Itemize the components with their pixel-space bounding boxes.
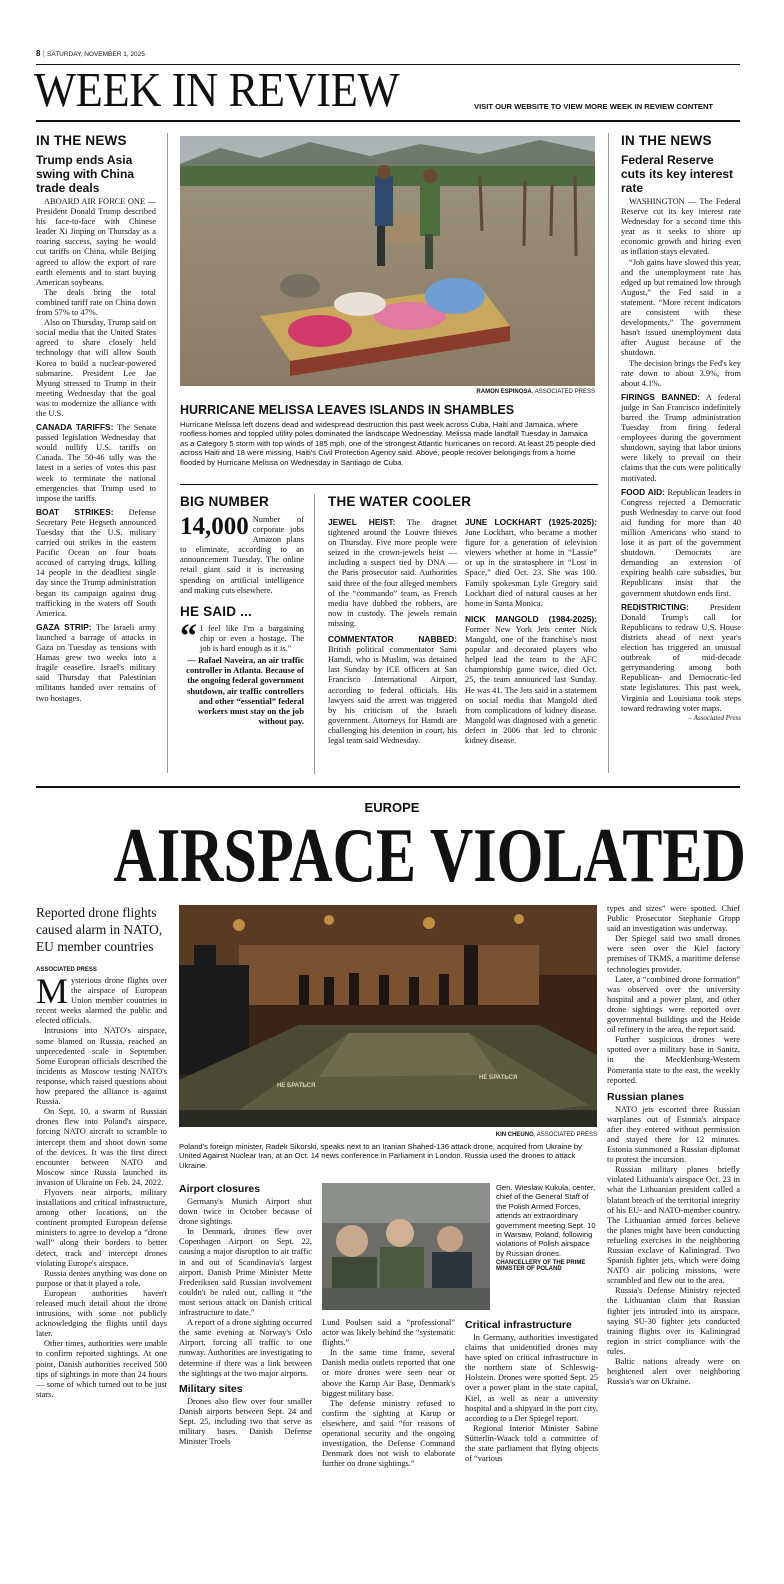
right-news-column bbox=[621, 133, 741, 722]
item-text: The Israeli army launched a barrage of attacks in Gaza on Tuesday as tensions with Hamas grew two weeks into a fragile ceasefire. Israel's military said Thursday that Palestinian militants handed over remains of two hostages. bbox=[36, 622, 156, 703]
paragraph: The decision brings the Fed's key rate down to about 3.9%, from about 4.1%. bbox=[621, 358, 741, 388]
right-news-kicker: IN THE NEWS bbox=[621, 133, 712, 148]
paragraph: WASHINGTON — The Federal Reserve cut its key interest rate Wednesday for a second time this year as it seeks to shore up economic growth and hiring even as inflation stays elevated. bbox=[621, 197, 741, 257]
item-lead: REDISTRICTING: bbox=[621, 601, 689, 612]
item-lead: CANADA TARIFFS: bbox=[36, 422, 114, 433]
item-text: The dragnet tightened around the Louvre thieves on Thursday. Five more people were seized in the crown-jewels heist — including a suspect tied by DNA — the Paris prosecutor said. Authorities said three of the four alleged members of the “commando” team, as French media have dubbed the robbers, are now in custody. The jewels remain missing. bbox=[328, 518, 457, 628]
paragraph: Russia denies anything was done on purpose or that it played a role. bbox=[36, 1268, 167, 1288]
paragraph: Also on Thursday, Trump said on social media that the United States agreed to share closely held technology that will allow South Korea to build a nuclear-powered submarine. President Lee Jae Myung stressed to Trump in their meeting Wednesday that the goal was to modernize the alliance with the U.S. bbox=[36, 318, 156, 418]
feature-col5-body bbox=[607, 904, 740, 1086]
quote-mark-icon: “ bbox=[180, 617, 197, 655]
item-lead: FIRINGS BANNED: bbox=[621, 391, 701, 402]
photographer-name: KIN CHEUNG bbox=[495, 1132, 534, 1138]
cooler-item bbox=[465, 614, 597, 746]
item-text: The Senate passed legislation Wednesday that would nullify U.S. tariffs on Canada. The 50-46 tally was the latest in a series of votes this past week to terminate the national emergencies that Trump used to impose the tariffs. bbox=[36, 423, 156, 503]
page-number: 8 bbox=[36, 49, 41, 58]
water-cooler-col2 bbox=[465, 517, 597, 746]
he-said-title: HE SAID ... bbox=[180, 603, 252, 619]
item-text: Defense Secretary Pete Hegseth announced Tuesday that the U.S. military carried out strikes in the eastern Pacific Ocean on four boats accused of carrying drugs, killing 14 people in the deadliest single day since the Trump administration began its campaign against drug trafficking in the waters off South America. bbox=[36, 507, 156, 618]
paragraph: ysterious drone flights over the airspace of European Union member countries in recent weeks alarmed the public and elected officials. bbox=[36, 976, 167, 1026]
critical-infrastructure-body bbox=[465, 1333, 598, 1464]
feature-section-label: EUROPE bbox=[364, 800, 420, 815]
paragraph: On Sept. 10, a swarm of Russian drones flew into Poland's airspace, forcing NATO aircraft to scramble to intercept them and shoot down some of the devices. It was the first direct encounter between NATO and Moscow since Russia launched its invasion of Ukraine on Feb. 24, 2022. bbox=[36, 1107, 167, 1187]
drone-photo bbox=[179, 905, 597, 1127]
item-text: A federal judge in San Francisco indefinitely barred the Trump administration Tuesday from firing federal employees during the government shutdown, saying that labor unions were likely to prevail on their claims that the cuts were politically motivated. bbox=[621, 392, 741, 483]
drone-photo-caption: Poland's foreign minister, Radek Sikorski, speaks next to an Iranian Shahed-136 attack drone, acquired from Ukraine by United Against Nuclear Iran, at an Oct. 14 news conference in Parliament in London. Russia used the drones to attack Ukraine. bbox=[179, 1142, 582, 1170]
paragraph: Baltic nations already were on heightened alert over neighboring Russia's war on Ukraine. bbox=[607, 1357, 740, 1387]
poland-photo bbox=[322, 1183, 490, 1310]
big-number-value: 14,000 bbox=[180, 513, 249, 540]
masthead-tagline: VISIT OUR WEBSITE TO VIEW MORE WEEK IN REVIEW CONTENT bbox=[474, 102, 714, 111]
feature-col3 bbox=[322, 1318, 455, 1469]
paragraph: Further suspicious drones were spotted over a military base in Sanitz, in the Mecklenburg-Western Pomerania state to the east, the weekly reported. bbox=[607, 1035, 740, 1085]
russian-planes-heading: Russian planes bbox=[607, 1090, 685, 1103]
paragraph: “Job gains have slowed this year, and the unemployment rate has edged up but remained low through August,” the Fed said in a statement. “More recent indicators are consistent with these developments.” The government hasn't issued unemployment data after August because of the shutdown. bbox=[621, 257, 741, 358]
paragraph: Drones also flew over four smaller Danish airports between Sept. 24 and Sept. 25, including two that serve as military bases. Danish Defense Minister Troels bbox=[179, 1396, 312, 1447]
paragraph: Other times, authorities were unable to confirm reported sightings. At one point, Danish authorities received 500 tips of sightings in more than 24 hours — some of which turned out to be just stars. bbox=[36, 1339, 167, 1399]
item-lead: JEWEL HEIST: bbox=[328, 517, 396, 527]
water-cooler-col1 bbox=[328, 517, 457, 746]
column-divider bbox=[167, 133, 168, 773]
paragraph: types and sizes” were spotted. Chief Public Prosecutor Stephanie Gropp said an investigation was underway. bbox=[607, 904, 740, 934]
paragraph: Lund Poulsen said a “professional” actor was likely behind the “systematic flights.” bbox=[322, 1318, 455, 1348]
hurricane-headline: HURRICANE MELISSA LEAVES ISLANDS IN SHAMBLES bbox=[180, 403, 515, 417]
paragraph: The defense ministry refused to confirm the sighting at Karup or elsewhere, and said “for reasons of operational security and the ongoing investigation, the Defense Command Denmark does not wish to elaborate further on drone sightings.” bbox=[322, 1398, 455, 1469]
paragraph: Russian military planes briefly violated Lithuania's airspace Oct. 23 in what the Lithuanian president called a blatant breach of the territorial integrity of his EU- and NATO-member country. The Lithuanian armed forces believe the planes might have been conducting refueling exercises in the neighboring Russian exclave of Kaliningrad. Two Spanish fighter jets, which were doing NATO air policing missions, were scrambled and flew out to the area. bbox=[607, 1165, 740, 1286]
item-lead: NICK MANGOLD (1984-2025): bbox=[465, 613, 597, 624]
drop-cap: M bbox=[36, 971, 69, 1011]
flood-scene-illustration bbox=[180, 136, 595, 386]
he-said-quote: I feel like I'm a bargaining chip or even a hostage. The job is hard enough as it is." bbox=[200, 623, 304, 653]
paragraph: Intrusions into NATO's airspace, some blamed on Russia, reached an unprecedented scale in September. Some European officials described the incidents as Moscow testing NATO's response, which raised questions about how prepared the alliance is against Russia. bbox=[36, 1026, 167, 1107]
left-news-body bbox=[36, 197, 156, 704]
feature-top-rule bbox=[36, 786, 740, 788]
folio-date: SATURDAY, NOVEMBER 1, 2025 bbox=[47, 51, 145, 58]
section-rule bbox=[180, 484, 598, 485]
paragraph: Germany's Munich Airport shut down twice in October because of drone sightings. bbox=[179, 1197, 312, 1227]
news-item bbox=[36, 622, 156, 704]
cooler-item bbox=[465, 517, 597, 609]
critical-infrastructure-heading: Critical infrastructure bbox=[465, 1319, 572, 1331]
he-said-body bbox=[180, 617, 304, 655]
russian-planes-body bbox=[607, 1105, 740, 1388]
feature-col2 bbox=[179, 1180, 312, 1447]
hurricane-photo bbox=[180, 136, 595, 386]
feature-col5 bbox=[607, 904, 740, 1387]
masthead-title: WEEK IN REVIEW bbox=[34, 62, 400, 117]
item-text: President Donald Trump's call for Republicans to redraw U.S. House districts ahead of next year's election has triggered an unusual outbreak of mid-decade gerrymandering among both Republican- and Democratic-led state legislatures. This past week, Virginia and Louisiana took steps toward redrawing voter maps. bbox=[621, 602, 741, 713]
right-news-body bbox=[621, 197, 741, 714]
paragraph: In the same time frame, several Danish media outlets reported that one or more drones were seen near or above the Karup Air Base, Denmark's biggest military base. bbox=[322, 1348, 455, 1398]
polish-meeting-illustration bbox=[322, 1183, 490, 1310]
airport-closures-heading: Airport closures bbox=[179, 1183, 261, 1195]
folio: 8 | SATURDAY, NOVEMBER 1, 2025 bbox=[36, 49, 145, 58]
poland-photo-credit: CHANCELLERY OF THE PRIME MINISTER OF POLAND bbox=[496, 1260, 586, 1273]
poland-photo-caption: Gen. Wieslaw Kukula, center, chief of the General Staff of the Polish Armed Forces, attends an extraordinary government meeting Sept. 10 in Warsaw, Poland, following violations of Polish airspace by Russian drones. bbox=[496, 1183, 596, 1258]
masthead-bottom-rule bbox=[36, 120, 740, 122]
item-lead: COMMENTATOR NABBED: bbox=[328, 634, 457, 645]
column-divider bbox=[314, 494, 315, 774]
paragraph: Later, a “combined drone formation” was observed over the university hospital and a power plant, and other drone sightings were reported over governmental buildings and the Heide oil refinery in the area, the report said. bbox=[607, 974, 740, 1035]
lead-paragraph bbox=[36, 971, 167, 1026]
paragraph: In Denmark, drones flew over Copenhagen Airport on Sept. 22, causing a major disruption to air traffic in and out of Scandinavia's largest airport. Danish Prime Minister Mette Frederiksen said Russian involvement couldn't be ruled out, calling it “the most serious attack on Danish critical infrastructure to date.” bbox=[179, 1227, 312, 1318]
feature-deck: Reported drone flights caused alarm in NATO, EU member countries bbox=[36, 905, 163, 954]
photographer-name: RAMON ESPINOSA bbox=[476, 389, 532, 395]
left-news-headline: Trump ends Asia swing with China trade deals bbox=[36, 153, 134, 195]
airport-closures-body bbox=[179, 1197, 312, 1379]
item-lead: FOOD AID: bbox=[621, 486, 665, 497]
paragraph: In Germany, authorities investigated claims that unidentified drones may have spied on critical infrastructure in the northern state of Schleswig-Holstein. Drones were spotted Sept. 25 over a power plant in the state capital, Kiel, as well as near a university hospital and a shipyard in the port city, according to a Der Spiegel report. bbox=[465, 1333, 598, 1423]
feature-headline: AIRSPACE VIOLATED bbox=[113, 812, 746, 898]
military-sites-heading: Military sites bbox=[179, 1382, 243, 1395]
hurricane-photo-credit bbox=[180, 389, 595, 395]
water-cooler-title: THE WATER COOLER bbox=[328, 494, 472, 509]
right-news-headline: Federal Reserve cuts its key interest rate bbox=[621, 153, 734, 195]
paragraph: A report of a drone sighting occurred the same evening at Norway's Oslo Airport, forcing all traffic to one runway. Authorities are investigating to determine if there was a link between the sightings at the two major airports. bbox=[179, 1318, 312, 1378]
column-divider bbox=[608, 133, 609, 773]
big-number-body bbox=[180, 515, 304, 596]
hurricane-caption: Hurricane Melissa left dozens dead and widespread destruction this past week across Cuba, Haiti and Jamaica, where roofless homes and toppled utility poles dominated the landscape Wednesday. Melissa made landfall Tuesday in Jamaica as a Category 5 storm with top winds of 185 mph, one of the strongest Atlantic hurricanes on record. At least 25 people died across Haiti and 18 were missing, Haiti's Civil Protection Agency said. Above, people recover belongings from a home flooded by Hurricane Melissa on Wednesday in Santiago de Cuba. bbox=[180, 420, 596, 467]
feature-col4 bbox=[465, 1316, 598, 1464]
item-lead: GAZA STRIP: bbox=[36, 621, 92, 632]
paragraph: ABOARD AIR FORCE ONE — President Donald Trump described his face-to-face with Chinese leader Xi Jinping on Thursday as a roaring success, saying he would cut tariffs on China, while Beijing agreed to allow the export of rare earth elements and to start buying American soybeans. bbox=[36, 197, 156, 287]
item-text: Republican leaders in Congress rejected a Democratic push Wednesday to carve out food aid funding for more than 40 million Americans who stand to lose it as part of the government shutdown. Democrats are demanding an extension of expiring health care subsidies, but Republicans insist that the government shutdown ends first. bbox=[621, 487, 742, 598]
water-cooler-box bbox=[328, 494, 598, 509]
drone-wing-label-right: НЕ БРАТЬСЯ bbox=[479, 1075, 518, 1081]
cooler-item bbox=[328, 517, 457, 629]
right-news-signoff: – Associated Press bbox=[688, 713, 741, 722]
military-sites-body bbox=[179, 1397, 312, 1447]
paragraph: Regional Interior Minister Sabine Sütterlin-Waack told a committee of the state parliament that flying objects of “various bbox=[465, 1423, 598, 1464]
item-text: Former New York Jets center Nick Mangold, one of the franchise's most popular and decorated players who helped lead the team to the AFC championship game twice, died Oct. 25, the team announced last Sunday. He was 41. The Jets said in a statement on social media that Mangold died from complications of kidney disease. Mangold was diagnosed with a genetic defect in 2006 that led to chronic kidney disease. bbox=[465, 624, 597, 745]
photo-agency: , ASSOCIATED PRESS bbox=[531, 389, 595, 395]
news-item bbox=[621, 487, 741, 599]
big-number-text: Number of corporate jobs Amazon plans to eliminate, according to an announcement Tuesday. The online retail giant said it is increasing spending on artificial intelligence and making cuts elsewhere. bbox=[180, 515, 304, 595]
left-news-kicker: IN THE NEWS bbox=[36, 133, 127, 148]
cooler-item bbox=[328, 634, 457, 746]
news-item bbox=[621, 392, 741, 484]
item-lead: BOAT STRIKES: bbox=[36, 506, 114, 517]
paragraph: The deals bring the total combined tariff rate on China down from 57% to 47%. bbox=[36, 287, 156, 318]
left-news-column bbox=[36, 133, 156, 704]
big-number-title: BIG NUMBER bbox=[180, 494, 269, 509]
drone-press-conference-illustration bbox=[179, 905, 597, 1127]
news-item bbox=[621, 602, 741, 714]
paragraph: Russia's Defense Ministry rejected the Lithuanian claim that Russian fighter jets intruded into its airspace, saying SU-30 fighter jets conducted training flights over its Kaliningrad region in strict compliance with the rules. bbox=[607, 1286, 740, 1356]
big-number-box bbox=[180, 494, 304, 726]
news-item bbox=[36, 422, 156, 504]
drone-wing-label-left: НЕ БРАТЬСЯ bbox=[277, 1083, 316, 1089]
paragraph: NATO jets escorted three Russian warplanes out of Estonia's airspace after they entered without permission and stayed there for 12 minutes. Estonia summoned a Russian diplomat to protest the incursion. bbox=[607, 1104, 740, 1165]
photo-agency: , ASSOCIATED PRESS bbox=[533, 1132, 597, 1138]
drone-photo-credit bbox=[179, 1132, 597, 1138]
paragraph: Der Spiegel said two small drones were seen over the Kiel factory premises of TKMS, a maritime defense technologies provider. bbox=[607, 934, 740, 974]
feature-col1 bbox=[36, 967, 167, 1400]
item-lead: JUNE LOCKHART (1925-2025): bbox=[465, 517, 597, 527]
paragraph: Flyovers near airports, military installations and critical infrastructure, among other locations, on the continent prompted European defense ministers to agree to develop a “drone wall” along their borders to better detect, track and intercept drones violating Europe's airspace. bbox=[36, 1187, 167, 1268]
item-text: June Lockhart, who became a mother figure for a generation of television viewers whether at home in “Lassie” or up in the stratosphere in “Lost in Space,” died Oct. 23. She was 100. Family spokesman Lyle Gregory said Lockhart died of natural causes at her home in Santa Monica. bbox=[465, 528, 597, 608]
poland-photo-caption-block bbox=[496, 1183, 596, 1272]
news-item bbox=[36, 507, 156, 619]
paragraph: European authorities haven't released much detail about the drone intrusions, with some not publicly acknowledging the flights until days later. bbox=[36, 1288, 167, 1339]
he-said-attribution: — Rafael Naveira, an air traffic controller in Atlanta. Because of the ongoing federal government shutdown, air traffic controllers and other “essential” federal workers must stay on the job without pay. bbox=[186, 655, 304, 727]
feature-byline: ASSOCIATED PRESS bbox=[36, 967, 97, 973]
feature-col1-body bbox=[36, 971, 167, 1400]
item-text: British political commentator Sami Hamdi, who is Muslim, was detained last Sunday by ICE officers at San Francisco International Airport, according to federal officials. His lawyers said the arrest was triggered by his criticism of the Israeli government. Attorneys for Hamdi are challenging his detention in court, his legal team said Wednesday. bbox=[328, 645, 457, 745]
